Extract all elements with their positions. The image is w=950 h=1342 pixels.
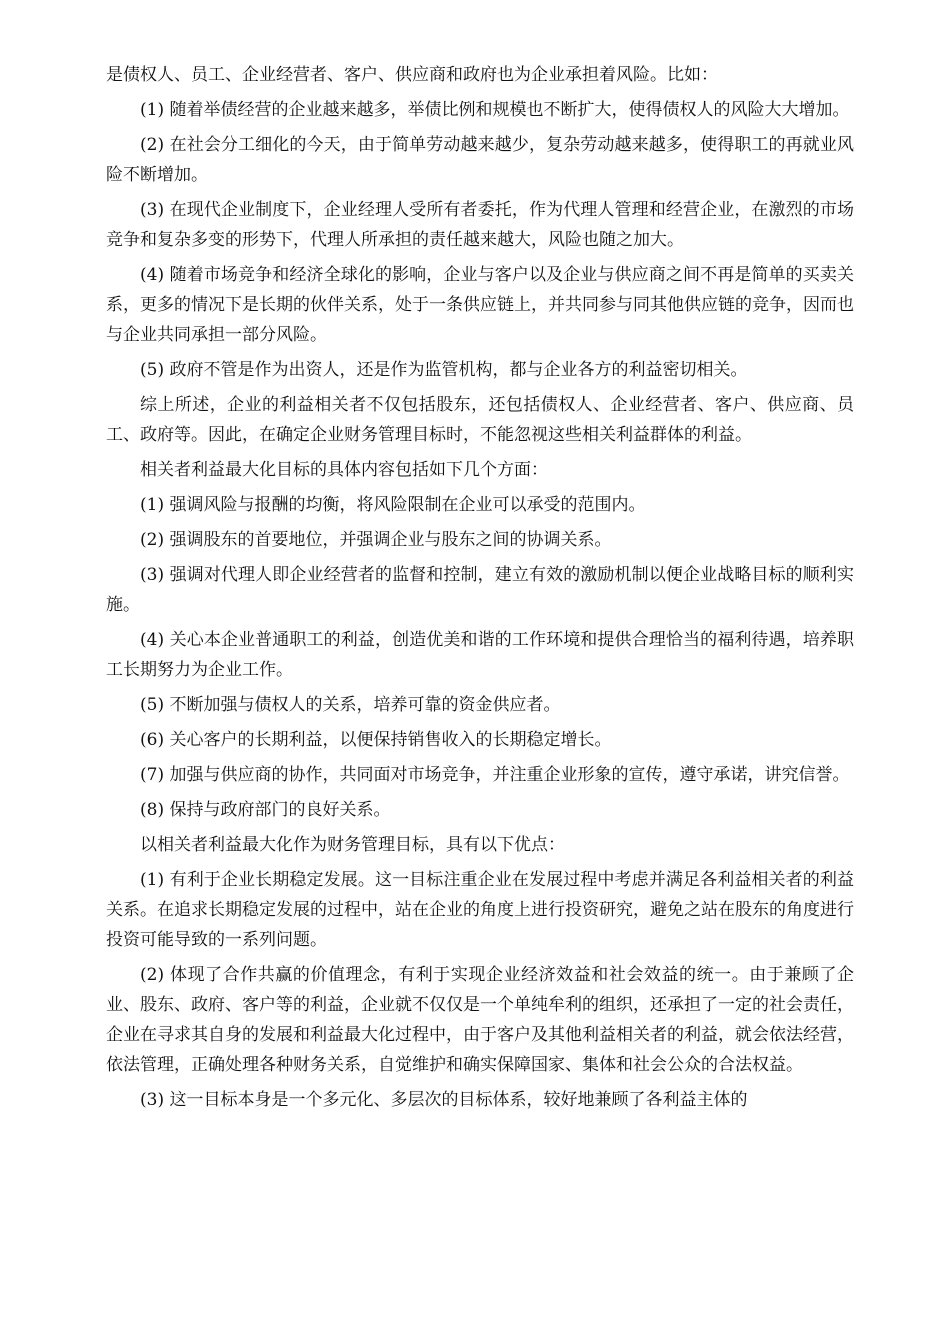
paragraph-content-item-6: (6) 关心客户的长期利益，以便保持销售收入的长期稳定增长。 [140, 730, 612, 750]
paragraph-content-item-4: (4) 关心本企业普通职工的利益，创造优美和谐的工作环境和提供合理恰当的福利待遇，培养职工长期努力为企业工作。 [106, 630, 854, 680]
paragraph-content-item-3: (3) 强调对代理人即企业经营者的监督和控制，建立有效的激励机制以便企业战略目标的顺利实施。 [106, 565, 854, 615]
paragraph-risk-item-2: (2) 在社会分工细化的今天，由于简单劳动越来越少，复杂劳动越来越多，使得职工的再就业风险不断增加。 [106, 135, 854, 185]
paragraph-content-item-8: (8) 保持与政府部门的良好关系。 [140, 800, 391, 820]
paragraph-advantage-item-2: (2) 体现了合作共赢的价值理念，有利于实现企业经济效益和社会效益的统一。由于兼顾了企业、股东、政府、客户等的利益，企业就不仅仅是一个单纯牟利的组织，还承担了一定的社会责任，企业在寻求其自身的发展和利益最大化过程中，由于客户及其他利益相关者的利益，就会依法经营，依法管理，正确处理各种财务关系，自觉维护和确实保障国家、集体和社会公众的合法权益。 [106, 965, 854, 1075]
document-page [106, 60, 854, 1120]
paragraph-content-item-5: (5) 不断加强与债权人的关系，培养可靠的资金供应者。 [140, 695, 561, 715]
paragraph-risk-item-3: (3) 在现代企业制度下，企业经理人受所有者委托，作为代理人管理和经营企业，在激烈的市场竞争和复杂多变的形势下，代理人所承担的责任越来越大，风险也随之加大。 [106, 200, 854, 250]
paragraph-content-intro: 相关者利益最大化目标的具体内容包括如下几个方面： [140, 460, 548, 480]
paragraph-risk-item-5: (5) 政府不管是作为出资人，还是作为监管机构，都与企业各方的利益密切相关。 [140, 360, 748, 380]
paragraph-content-item-1: (1) 强调风险与报酬的均衡，将风险限制在企业可以承受的范围内。 [140, 495, 646, 515]
paragraph-risk-item-1: (1) 随着举债经营的企业越来越多，举债比例和规模也不断扩大，使得债权人的风险大大增加。 [140, 100, 850, 120]
paragraph-advantages-intro: 以相关者利益最大化作为财务管理目标，具有以下优点： [140, 835, 565, 855]
paragraph-risk-item-4: (4) 随着市场竞争和经济全球化的影响，企业与客户以及企业与供应商之间不再是简单的买卖关系，更多的情况下是长期的伙伴关系，处于一条供应链上，并共同参与同其他供应链的竞争，因而也与企业共同承担一部分风险。 [106, 265, 854, 345]
paragraph-content-item-7: (7) 加强与供应商的协作，共同面对市场竞争，并注重企业形象的宣传，遵守承诺，讲究信誉。 [140, 765, 850, 785]
paragraph-content-item-2: (2) 强调股东的首要地位，并强调企业与股东之间的协调关系。 [140, 530, 612, 550]
paragraph-continuation: 是债权人、员工、企业经营者、客户、供应商和政府也为企业承担着风险。比如： [106, 65, 718, 85]
paragraph-advantage-item-3: (3) 这一目标本身是一个多元化、多层次的目标体系，较好地兼顾了各利益主体的 [140, 1090, 748, 1110]
paragraph-advantage-item-1: (1) 有利于企业长期稳定发展。这一目标注重企业在发展过程中考虑并满足各利益相关者的利益关系。在追求长期稳定发展的过程中，站在企业的角度上进行投资研究，避免之站在股东的角度进行投资可能导致的一系列问题。 [106, 870, 854, 950]
paragraph-summary: 综上所述，企业的利益相关者不仅包括股东，还包括债权人、企业经营者、客户、供应商、员工、政府等。因此，在确定企业财务管理目标时，不能忽视这些相关利益群体的利益。 [106, 395, 854, 445]
